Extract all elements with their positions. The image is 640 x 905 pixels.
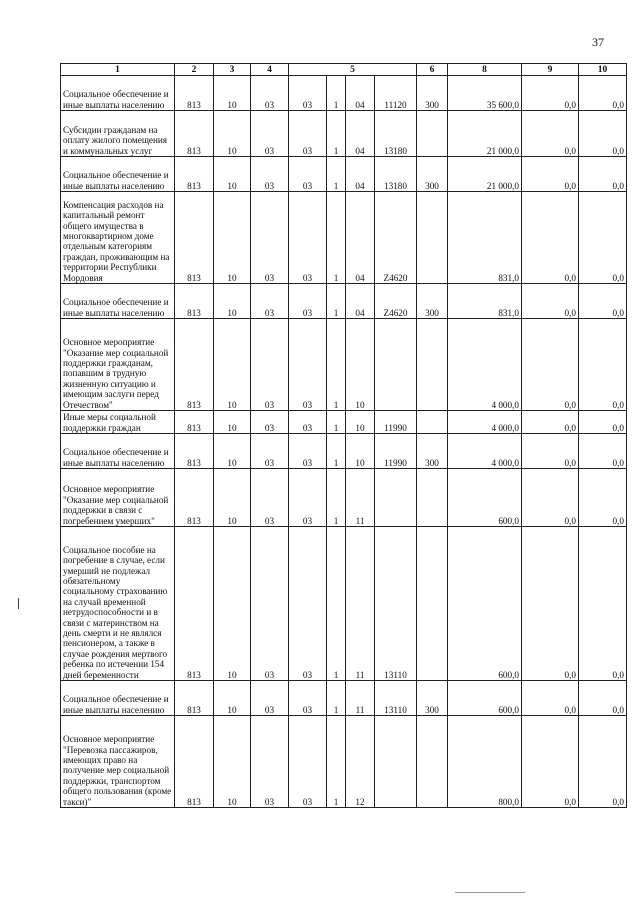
amount-3: 0,0 [579,192,627,284]
code-event: 10 [346,319,375,411]
row-name: Социальное пособие на погребение в случае, если умерший не подлежал обязательному социальному страхованию на случай временной нетрудоспособности и в связи с материнством на день смерти и не являлся пенсионером, а также в случае рождения мертвого ребенка по истечении 154 дней беременности [61,527,175,681]
code-subprogram: 1 [327,411,346,434]
code-direction: 11120 [375,76,417,111]
table-row [61,284,627,319]
code-program: 03 [289,284,327,319]
code-subsection: 03 [251,111,289,157]
row-name: Компенсация расходов на капитальный ремонт общего имущества в многоквартирном доме отдельным категориям граждан, проживающим на территории Республики Мордовия [61,192,175,284]
header-col-5: 5 [289,64,417,76]
amount-1: 4 000,0 [448,411,522,434]
code-direction [375,469,417,527]
amount-2: 0,0 [522,469,579,527]
amount-2: 0,0 [522,527,579,681]
code-grbs: 813 [175,284,214,319]
page-number: 37 [592,35,604,49]
code-direction: 11990 [375,434,417,469]
code-expense-type [417,411,448,434]
code-subsection: 03 [251,192,289,284]
code-event: 11 [346,469,375,527]
row-name: Субсидии гражданам на оплату жилого помещения и коммунальных услуг [61,111,175,157]
code-subprogram: 1 [327,157,346,192]
code-expense-type: 300 [417,681,448,716]
amount-1: 831,0 [448,192,522,284]
code-program: 03 [289,527,327,681]
code-event: 04 [346,192,375,284]
code-subprogram: 1 [327,469,346,527]
code-direction [375,716,417,808]
amount-1: 600,0 [448,469,522,527]
amount-1: 21 000,0 [448,111,522,157]
row-name: Иные меры социальной поддержки граждан [61,411,175,434]
table-row [61,76,627,111]
amount-3: 0,0 [579,284,627,319]
amount-2: 0,0 [522,681,579,716]
amount-1: 21 000,0 [448,157,522,192]
amount-2: 0,0 [522,157,579,192]
code-subsection: 03 [251,469,289,527]
code-subprogram: 1 [327,192,346,284]
code-program: 03 [289,469,327,527]
code-expense-type [417,716,448,808]
code-event: 04 [346,76,375,111]
amount-3: 0,0 [579,469,627,527]
amount-3: 0,0 [579,157,627,192]
amount-1: 800,0 [448,716,522,808]
code-grbs: 813 [175,111,214,157]
row-name: Социальное обеспечение и иные выплаты населению [61,157,175,192]
table-row [61,411,627,434]
code-expense-type [417,319,448,411]
code-event: 12 [346,716,375,808]
row-name: Основное мероприятие "Оказание мер социальной поддержки в связи с погребением умерших" [61,469,175,527]
code-program: 03 [289,192,327,284]
code-section: 10 [214,411,251,434]
code-subsection: 03 [251,319,289,411]
table-row [61,527,627,681]
header-col-10: 10 [579,64,627,76]
amount-1: 600,0 [448,681,522,716]
code-section: 10 [214,157,251,192]
code-program: 03 [289,319,327,411]
amount-2: 0,0 [522,319,579,411]
amount-1: 4 000,0 [448,434,522,469]
header-col-9: 9 [522,64,579,76]
code-subprogram: 1 [327,284,346,319]
amount-2: 0,0 [522,284,579,319]
code-grbs: 813 [175,527,214,681]
code-event: 04 [346,157,375,192]
code-subprogram: 1 [327,76,346,111]
header-col-6: 6 [417,64,448,76]
header-col-3: 3 [214,64,251,76]
code-subsection: 03 [251,411,289,434]
code-section: 10 [214,319,251,411]
header-row [61,64,627,76]
code-subsection: 03 [251,527,289,681]
row-name: Социальное обеспечение и иные выплаты населению [61,284,175,319]
header-col-2: 2 [175,64,214,76]
code-expense-type [417,527,448,681]
code-grbs: 813 [175,157,214,192]
header-col-1: 1 [61,64,175,76]
code-section: 10 [214,681,251,716]
code-section: 10 [214,469,251,527]
scan-mark [18,598,19,609]
code-expense-type: 300 [417,76,448,111]
row-name: Основное мероприятие "Перевозка пассажиров, имеющих право на получение мер социальной поддержки, транспортом общего пользования (кроме такси)" [61,716,175,808]
code-direction: Z4620 [375,284,417,319]
scan-mark [455,892,525,893]
code-direction: 13180 [375,157,417,192]
amount-3: 0,0 [579,681,627,716]
code-event: 10 [346,434,375,469]
code-event: 10 [346,411,375,434]
code-subsection: 03 [251,716,289,808]
code-subsection: 03 [251,284,289,319]
amount-2: 0,0 [522,111,579,157]
code-section: 10 [214,527,251,681]
code-subprogram: 1 [327,716,346,808]
amount-3: 0,0 [579,434,627,469]
code-program: 03 [289,681,327,716]
code-subsection: 03 [251,434,289,469]
amount-3: 0,0 [579,411,627,434]
table-row [61,111,627,157]
code-program: 03 [289,434,327,469]
amount-3: 0,0 [579,76,627,111]
amount-1: 600,0 [448,527,522,681]
table-row [61,157,627,192]
code-direction [375,319,417,411]
header-col-4: 4 [251,64,289,76]
code-event: 11 [346,527,375,681]
code-grbs: 813 [175,469,214,527]
code-program: 03 [289,157,327,192]
row-name: Социальное обеспечение и иные выплаты населению [61,434,175,469]
code-section: 10 [214,284,251,319]
code-section: 10 [214,111,251,157]
amount-1: 4 000,0 [448,319,522,411]
row-name: Социальное обеспечение и иные выплаты населению [61,681,175,716]
code-direction: 13110 [375,681,417,716]
code-grbs: 813 [175,319,214,411]
code-expense-type: 300 [417,284,448,319]
code-grbs: 813 [175,192,214,284]
code-event: 04 [346,111,375,157]
code-grbs: 813 [175,716,214,808]
row-name: Социальное обеспечение и иные выплаты населению [61,76,175,111]
code-direction: 11990 [375,411,417,434]
code-expense-type [417,192,448,284]
amount-3: 0,0 [579,527,627,681]
code-subsection: 03 [251,681,289,716]
code-section: 10 [214,434,251,469]
amount-1: 831,0 [448,284,522,319]
code-subprogram: 1 [327,319,346,411]
table-row [61,192,627,284]
amount-2: 0,0 [522,434,579,469]
table-row [61,681,627,716]
code-subprogram: 1 [327,111,346,157]
header-col-8: 8 [448,64,522,76]
code-direction: 13110 [375,527,417,681]
amount-2: 0,0 [522,411,579,434]
amount-3: 0,0 [579,111,627,157]
table-row [61,319,627,411]
code-program: 03 [289,716,327,808]
amount-1: 35 600,0 [448,76,522,111]
code-section: 10 [214,76,251,111]
code-grbs: 813 [175,76,214,111]
table-row [61,716,627,808]
row-name: Основное мероприятие "Оказание мер социальной поддержки гражданам, попавшим в трудную жизненную ситуацию и имеющим заслуги перед Отечеством" [61,319,175,411]
code-event: 04 [346,284,375,319]
code-expense-type [417,111,448,157]
code-direction: 13180 [375,111,417,157]
budget-table [60,63,627,808]
code-section: 10 [214,716,251,808]
table-row [61,434,627,469]
code-program: 03 [289,411,327,434]
code-expense-type [417,469,448,527]
code-subprogram: 1 [327,681,346,716]
amount-3: 0,0 [579,319,627,411]
code-direction: Z4620 [375,192,417,284]
code-section: 10 [214,192,251,284]
amount-2: 0,0 [522,192,579,284]
amount-3: 0,0 [579,716,627,808]
code-expense-type: 300 [417,434,448,469]
code-subprogram: 1 [327,527,346,681]
code-expense-type: 300 [417,157,448,192]
code-grbs: 813 [175,434,214,469]
table-row [61,469,627,527]
amount-2: 0,0 [522,76,579,111]
code-subsection: 03 [251,157,289,192]
code-event: 11 [346,681,375,716]
code-program: 03 [289,76,327,111]
code-grbs: 813 [175,681,214,716]
code-subsection: 03 [251,76,289,111]
code-subprogram: 1 [327,434,346,469]
code-program: 03 [289,111,327,157]
amount-2: 0,0 [522,716,579,808]
code-grbs: 813 [175,411,214,434]
